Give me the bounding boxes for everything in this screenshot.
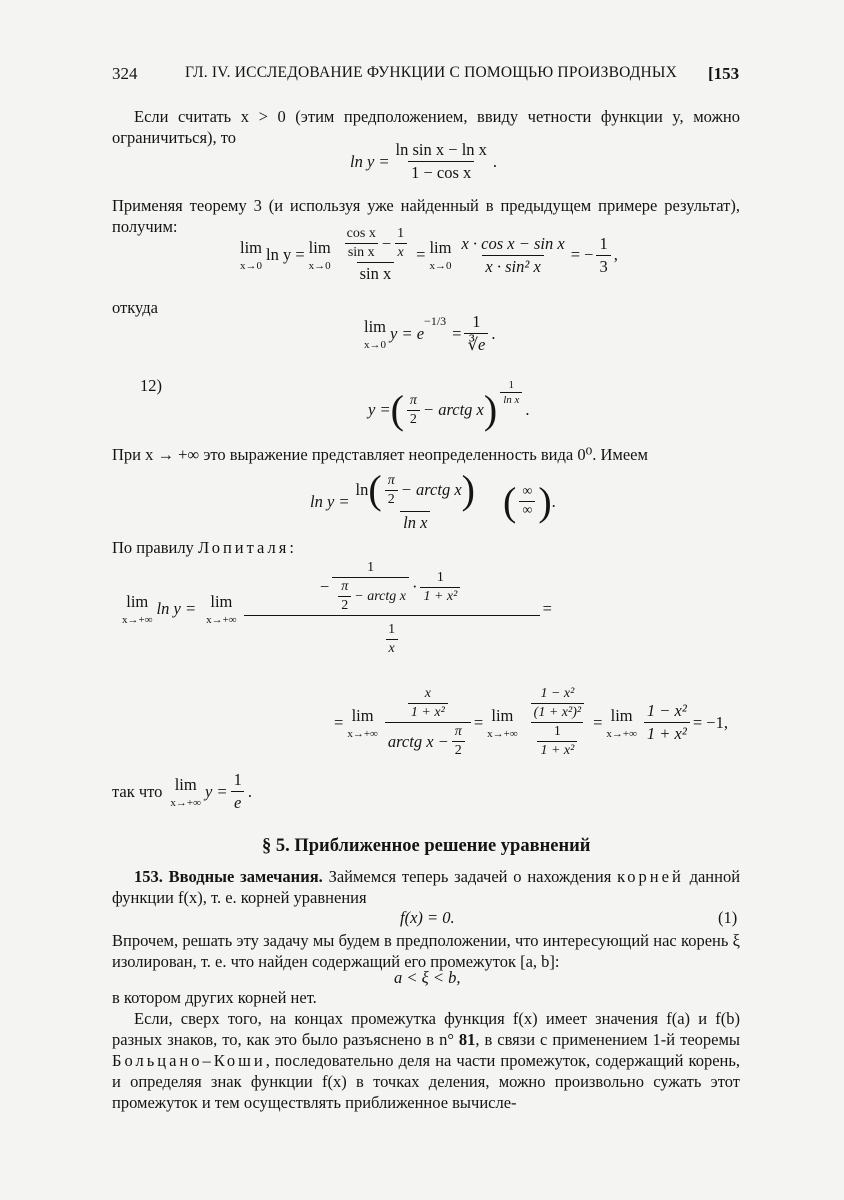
- eq5-big-fraction: [244, 560, 540, 657]
- eq3-fraction: $\frac{1}{∛e}$: [464, 312, 488, 355]
- eq3-exponent: −1/3: [424, 314, 447, 328]
- eq2-lim-c: lim x→0: [429, 238, 452, 272]
- eq2-lim-b: lim x→0: [308, 238, 331, 272]
- eq2-lhs: ln y =: [266, 245, 305, 264]
- paragraph-153: 153. Вводные замечания. Займемся теперь задачей о нахождения корней данной функции f(x), т. е. корней уравнения: [112, 867, 741, 907]
- eq6-lim-a: lim x→+∞: [347, 705, 378, 740]
- eq3-lim: lim x→0: [364, 316, 387, 351]
- eq2-cos-over-sin: $\frac{\text{cos x}}{\text{sin x}}$: [346, 226, 376, 260]
- paragraph-indeterminate: При x → +∞ это выражение представляет неопределенность вида 0⁰. Имеем: [112, 445, 648, 464]
- equation-item-12: y = ( $\frac{\pi}{2}$ − arctg x ) $\frac{1}{\text{ln x}}$ .: [368, 378, 530, 432]
- equation-interval: a < ξ < b,: [394, 968, 461, 987]
- page-number: 324: [112, 64, 138, 83]
- eq5-denominator: $\frac{1}{x}$: [244, 615, 540, 657]
- paragraph-intro: Если считать x > 0 (этим предположением, ввиду четности функции y, можно ограничиться), то: [112, 107, 740, 147]
- eq1-fraction: [393, 140, 490, 183]
- equation-limit-ln-y: lim x→0 ln y = lim x→0 $\frac{\text{cos x}}{\text{sin x}}$ − $\frac{1}{x}$ sin x = lim x→0 $\frac{\text{x · cos x − sin x}}{\text{x · sin² x}}$ = − $\frac{1}{3}$ ,: [240, 226, 618, 283]
- equation-lopital-limit: lim x→+∞ ln y = lim x→+∞ − 1 $\frac{\pi}{2}$ − arctg x · $\frac{1}{\text{1 + x²}}$ $\frac{1}{x}$ =: [122, 560, 552, 656]
- eq2-result-fraction: $\frac{1}{3}$: [596, 234, 610, 277]
- item-label-12: 12): [140, 376, 162, 395]
- eq7-lim: lim x→+∞: [170, 774, 201, 809]
- equation-number-1: (1): [718, 908, 738, 927]
- equation-ln-y: [350, 140, 497, 183]
- eq5-lim-b: lim x→+∞: [206, 591, 237, 626]
- eq6-fraction-c: $\frac{\text{1 − x²}}{\text{1 + x²}}$: [644, 701, 690, 744]
- eq1-denominator: 1 − cos x: [408, 161, 474, 183]
- section-title: § 5. Приближенное решение уравнений: [262, 836, 591, 856]
- eq2-compound-denominator: sin x: [357, 262, 395, 284]
- eq6-fraction-a: $\frac{x}{\text{1 + x²}}$ arctg x − $\frac{\pi}{2}$: [385, 686, 471, 759]
- eq6-fraction-b: $\frac{\frac{\text{1 − x²}}{\text{(1 + x²)²}}}{\frac{1}{\text{1 + x²}}}$: [525, 686, 590, 759]
- equation-ln-y-ratio: ln y = ln ( $\frac{\pi}{2}$ − arctg x ) ln x ( $\frac{\infty}{\infty}$ ) .: [310, 467, 556, 532]
- paragraph-no-other-roots: в котором других корней нет.: [112, 988, 317, 1007]
- paragraph-theorem: Применяя теорему 3 (и используя уже найденный в предыдущем примере результат), получим:: [112, 196, 740, 236]
- eq5-numerator: − 1 $\frac{\pi}{2}$ − arctg x · $\frac{1}{\text{1 + x²}}$: [317, 560, 466, 615]
- eq1-lhs: ln y =: [350, 151, 390, 171]
- eq1-numerator: ln sin x − ln x: [395, 140, 487, 159]
- eq6-lim-b: lim x→+∞: [487, 705, 518, 740]
- eq4-infinity-ratio: $\frac{\infty}{\infty}$: [519, 484, 535, 519]
- paragraph-bolzano: Если, сверх того, на концах промежутка функция f(x) имеет значения f(a) и f(b) разных знаков, то, как это было разъяснено в n° 81, в связи с применением 1-й теоремы Больцано–Коши, последовательно деля на части промежуток, содержащий корень, и определяя знак функции f(x) в точках деления, можно произвольно сужать этот промежуток и тем осуществлять приближенное вычисле-: [112, 1009, 740, 1112]
- eq7-fraction: $\frac{1}{e}$: [231, 770, 245, 813]
- equation-f-zero: f(x) = 0.: [400, 908, 455, 927]
- equation-limit-y: lim x→0 y = e $^{-1/3}$ = $\frac{1}{∛e}$ .: [364, 312, 496, 354]
- eq4-fraction: ln ( $\frac{\pi}{2}$ − arctg x ) ln x: [355, 467, 475, 532]
- paragraph-isolated-root: Впрочем, решать эту задачу мы будем в предположении, что интересующий нас корень ξ изолирован, т. е. что найден содержащий его промежуток [a, b]:: [112, 931, 740, 971]
- running-head: ГЛ. IV. ИССЛЕДОВАНИЕ ФУНКЦИИ С ПОМОЩЬЮ ПРОИЗВОДНЫХ: [185, 64, 678, 81]
- eq2-fraction-2: $\frac{\text{x · cos x − sin x}}{\text{x · sin² x}}$: [461, 233, 565, 276]
- eq2-compound-fraction: [338, 226, 413, 284]
- section-reference: [153: [708, 64, 740, 83]
- item12-pi-over-2: $\frac{\pi}{2}$: [407, 393, 420, 428]
- eq5-lim-a: lim x→+∞: [122, 591, 153, 626]
- eq1-end: .: [492, 151, 498, 171]
- eq6-lim-c: lim x→+∞: [606, 705, 637, 740]
- equation-lopital-continued: = lim x→+∞ $\frac{x}{\text{1 + x²}}$ arctg x − $\frac{\pi}{2}$ = lim x→+∞ $\frac{\frac{\text{1 − x²}}{\text{(1 + x²)²}}}{\frac{1}{\text{1 + x²}}}$ = lim x→+∞ $\frac{\text{1 − x²}}{\text{1 + x²}}$ = −1,: [334, 686, 728, 758]
- paragraph-lopital: По правилу Лопиталя:: [112, 538, 297, 557]
- eq2-lim-a: lim x→0: [240, 238, 263, 272]
- word-otkuda: откуда: [112, 298, 158, 317]
- eq2-compound-numerator: $\frac{\text{cos x}}{\text{sin x}}$ − $\frac{1}{x}$: [338, 226, 413, 262]
- item12-exponent: $\frac{1}{\text{ln x}}$: [500, 379, 522, 406]
- equation-final-limit: так что lim x→+∞ y = $\frac{1}{e}$ .: [112, 770, 252, 812]
- eq2-one-over-x: $\frac{1}{x}$: [394, 226, 407, 261]
